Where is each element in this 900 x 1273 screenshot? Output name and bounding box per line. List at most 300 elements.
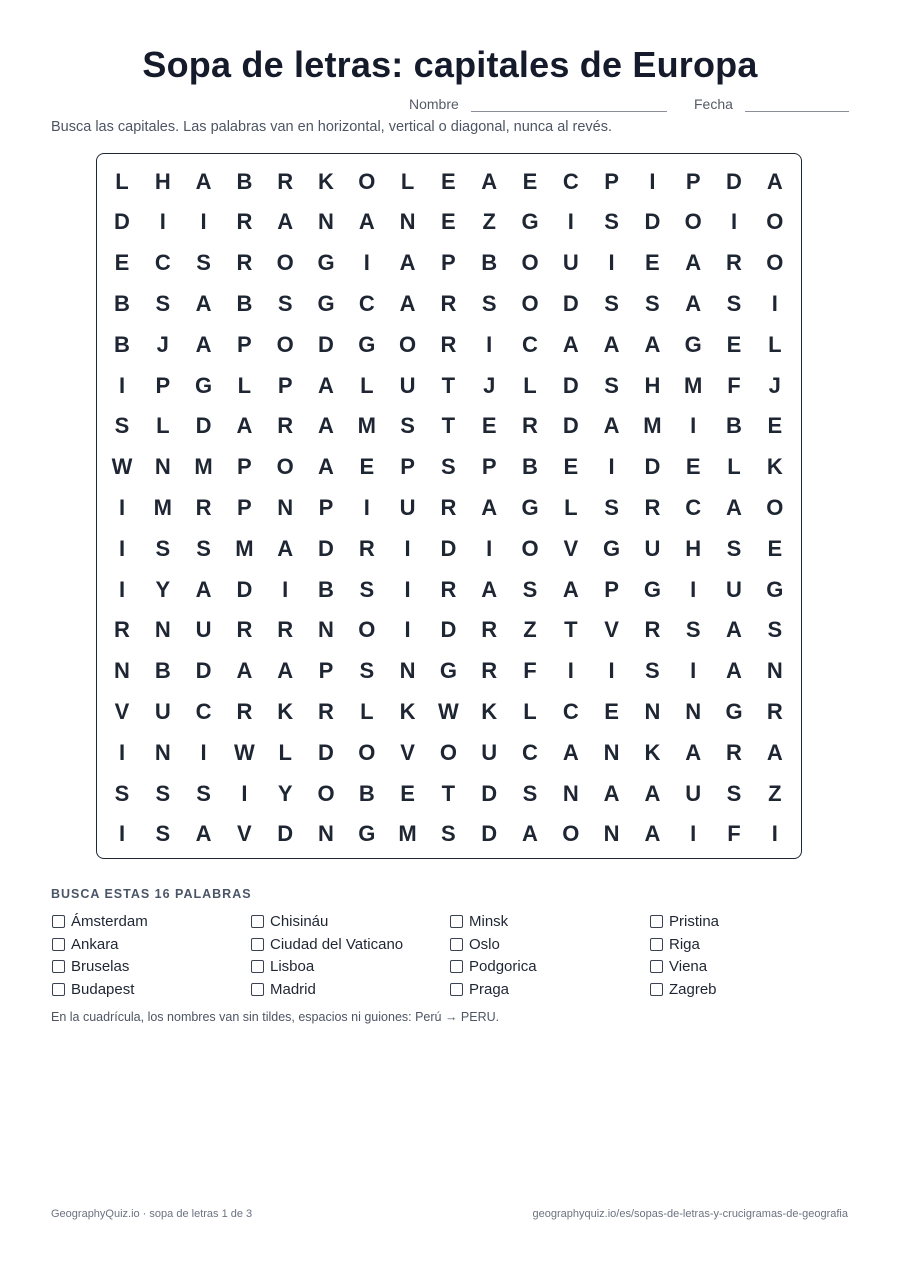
- grid-cell[interactable]: I: [118, 372, 126, 398]
- grid-cell[interactable]: G: [643, 576, 661, 602]
- word-item[interactable]: [251, 934, 403, 954]
- word-checkbox[interactable]: [650, 983, 663, 996]
- word-checkbox[interactable]: [251, 915, 264, 928]
- grid-cell[interactable]: L: [278, 739, 292, 765]
- grid-cell[interactable]: J: [156, 331, 169, 357]
- grid-cell[interactable]: D: [440, 617, 457, 643]
- grid-cell[interactable]: I: [118, 821, 126, 847]
- grid-cell[interactable]: G: [358, 331, 376, 357]
- grid-cell[interactable]: I: [608, 454, 615, 480]
- grid-cell[interactable]: G: [684, 331, 702, 357]
- word-checkbox[interactable]: [650, 915, 663, 928]
- grid-cell[interactable]: D: [440, 535, 457, 561]
- word-checkbox[interactable]: [52, 983, 65, 996]
- grid-cell[interactable]: B: [236, 290, 253, 316]
- grid-cell[interactable]: A: [726, 658, 742, 684]
- grid-cell[interactable]: S: [604, 209, 619, 235]
- grid-cell[interactable]: H: [685, 535, 702, 561]
- grid-cell[interactable]: A: [358, 209, 375, 235]
- grid-cell[interactable]: R: [726, 250, 742, 276]
- grid-cell[interactable]: V: [563, 535, 579, 561]
- grid-cell[interactable]: N: [318, 821, 334, 847]
- grid-cell[interactable]: I: [118, 576, 126, 602]
- grid-cell[interactable]: A: [644, 821, 661, 847]
- word-item[interactable]: [52, 956, 129, 976]
- grid-cell[interactable]: F: [523, 658, 537, 684]
- word-checkbox[interactable]: [251, 983, 264, 996]
- grid-cell[interactable]: I: [363, 250, 370, 276]
- word-item[interactable]: [650, 956, 707, 976]
- grid-cell[interactable]: A: [318, 372, 334, 398]
- grid-cell[interactable]: C: [562, 168, 579, 194]
- grid-cell[interactable]: T: [564, 617, 578, 643]
- grid-cell[interactable]: K: [644, 739, 661, 765]
- grid-cell[interactable]: J: [483, 372, 496, 398]
- grid-cell[interactable]: D: [481, 821, 498, 847]
- grid-cell[interactable]: M: [398, 821, 417, 847]
- grid-cell[interactable]: A: [277, 209, 294, 235]
- grid-cell[interactable]: S: [359, 658, 375, 684]
- grid-cell[interactable]: O: [684, 209, 702, 235]
- grid-cell[interactable]: N: [603, 821, 620, 847]
- grid-cell[interactable]: R: [644, 494, 661, 520]
- grid-cell[interactable]: S: [359, 576, 375, 602]
- grid-cell[interactable]: R: [236, 617, 253, 643]
- grid-cell[interactable]: S: [277, 290, 293, 316]
- grid-cell[interactable]: C: [522, 331, 538, 357]
- grid-cell[interactable]: A: [195, 168, 212, 194]
- grid-cell[interactable]: L: [360, 372, 374, 398]
- grid-cell[interactable]: K: [318, 168, 334, 194]
- grid-cell[interactable]: S: [155, 780, 171, 806]
- grid-cell[interactable]: B: [236, 168, 253, 194]
- grid-cell[interactable]: E: [441, 168, 456, 194]
- grid-cell[interactable]: B: [114, 290, 130, 316]
- grid-cell[interactable]: I: [404, 535, 411, 561]
- grid-cell[interactable]: I: [567, 658, 574, 684]
- grid-cell[interactable]: O: [521, 535, 539, 561]
- grid-cell[interactable]: I: [200, 739, 207, 765]
- word-item[interactable]: [450, 956, 537, 976]
- grid-cell[interactable]: U: [399, 372, 416, 398]
- grid-cell[interactable]: R: [726, 739, 742, 765]
- grid-cell[interactable]: I: [567, 209, 574, 235]
- grid-cell[interactable]: P: [237, 331, 252, 357]
- grid-cell[interactable]: R: [277, 168, 294, 194]
- grid-cell[interactable]: N: [154, 617, 171, 643]
- grid-cell[interactable]: A: [522, 821, 538, 847]
- word-item[interactable]: [251, 956, 314, 976]
- grid-cell[interactable]: D: [644, 209, 661, 235]
- grid-cell[interactable]: S: [767, 617, 783, 643]
- grid-cell[interactable]: A: [562, 576, 579, 602]
- word-item[interactable]: [52, 979, 134, 999]
- grid-cell[interactable]: Z: [523, 617, 537, 643]
- grid-cell[interactable]: O: [276, 250, 294, 276]
- grid-cell[interactable]: F: [727, 372, 741, 398]
- grid-cell[interactable]: S: [604, 372, 619, 398]
- grid-cell[interactable]: L: [523, 698, 537, 724]
- grid-cell[interactable]: I: [608, 658, 615, 684]
- grid-cell[interactable]: D: [114, 209, 130, 235]
- grid-cell[interactable]: S: [522, 576, 538, 602]
- grid-cell[interactable]: P: [237, 494, 252, 520]
- grid-cell[interactable]: O: [521, 250, 539, 276]
- grid-cell[interactable]: D: [726, 168, 742, 194]
- word-checkbox[interactable]: [52, 938, 65, 951]
- grid-cell[interactable]: E: [114, 250, 130, 276]
- grid-cell[interactable]: I: [771, 821, 778, 847]
- grid-cell[interactable]: N: [644, 698, 661, 724]
- grid-cell[interactable]: S: [441, 454, 456, 480]
- grid-cell[interactable]: G: [439, 658, 457, 684]
- grid-cell[interactable]: H: [644, 372, 661, 398]
- grid-cell[interactable]: P: [481, 454, 497, 480]
- grid-cell[interactable]: A: [195, 821, 212, 847]
- grid-cell[interactable]: B: [318, 576, 334, 602]
- grid-cell[interactable]: P: [318, 494, 334, 520]
- grid-cell[interactable]: E: [522, 168, 538, 194]
- grid-cell[interactable]: R: [277, 413, 294, 439]
- grid-cell[interactable]: R: [114, 617, 130, 643]
- grid-cell[interactable]: L: [156, 413, 170, 439]
- grid-cell[interactable]: S: [155, 535, 171, 561]
- grid-cell[interactable]: A: [603, 780, 620, 806]
- grid-cell[interactable]: E: [685, 454, 701, 480]
- grid-cell[interactable]: O: [317, 780, 335, 806]
- grid-cell[interactable]: U: [481, 739, 498, 765]
- grid-cell[interactable]: A: [481, 494, 498, 520]
- grid-cell[interactable]: T: [441, 372, 456, 398]
- grid-cell[interactable]: N: [318, 617, 334, 643]
- grid-cell[interactable]: E: [563, 454, 579, 480]
- grid-cell[interactable]: K: [277, 698, 294, 724]
- grid-cell[interactable]: V: [604, 617, 619, 643]
- grid-cell[interactable]: T: [441, 780, 456, 806]
- grid-cell[interactable]: P: [400, 454, 415, 480]
- grid-cell[interactable]: M: [153, 494, 172, 520]
- date-field[interactable]: [694, 96, 849, 112]
- grid-cell[interactable]: O: [276, 331, 294, 357]
- grid-cell[interactable]: A: [644, 331, 661, 357]
- word-item[interactable]: [650, 911, 719, 931]
- grid-cell[interactable]: G: [766, 576, 784, 602]
- grid-cell[interactable]: I: [486, 535, 493, 561]
- grid-cell[interactable]: D: [277, 821, 294, 847]
- grid-cell[interactable]: I: [404, 576, 411, 602]
- grid-cell[interactable]: O: [276, 454, 294, 480]
- grid-cell[interactable]: U: [726, 576, 742, 602]
- grid-cell[interactable]: A: [685, 250, 702, 276]
- grid-cell[interactable]: T: [441, 413, 456, 439]
- grid-cell[interactable]: A: [685, 739, 702, 765]
- word-item[interactable]: [650, 934, 700, 954]
- grid-cell[interactable]: A: [236, 413, 253, 439]
- grid-cell[interactable]: I: [282, 576, 289, 602]
- grid-cell[interactable]: D: [562, 413, 579, 439]
- grid-cell[interactable]: O: [766, 250, 784, 276]
- grid-cell[interactable]: I: [771, 290, 778, 316]
- grid-cell[interactable]: O: [399, 331, 417, 357]
- grid-cell[interactable]: R: [440, 331, 457, 357]
- grid-cell[interactable]: M: [684, 372, 703, 398]
- word-item[interactable]: [251, 979, 316, 999]
- word-checkbox[interactable]: [52, 960, 65, 973]
- grid-cell[interactable]: D: [318, 331, 334, 357]
- grid-cell[interactable]: R: [522, 413, 538, 439]
- grid-cell[interactable]: B: [154, 658, 171, 684]
- grid-cell[interactable]: I: [690, 413, 697, 439]
- grid-cell[interactable]: R: [236, 250, 253, 276]
- grid-cell[interactable]: R: [236, 209, 253, 235]
- grid-cell[interactable]: G: [317, 290, 335, 316]
- grid-cell[interactable]: E: [481, 413, 497, 439]
- grid-cell[interactable]: S: [726, 290, 742, 316]
- grid-cell[interactable]: R: [358, 535, 375, 561]
- grid-cell[interactable]: O: [521, 290, 539, 316]
- grid-cell[interactable]: G: [521, 494, 539, 520]
- grid-cell[interactable]: N: [277, 494, 294, 520]
- grid-cell[interactable]: R: [481, 617, 498, 643]
- grid-cell[interactable]: R: [440, 494, 457, 520]
- grid-cell[interactable]: A: [481, 576, 498, 602]
- grid-cell[interactable]: I: [118, 535, 126, 561]
- grid-cell[interactable]: D: [195, 658, 212, 684]
- grid-cell[interactable]: I: [200, 209, 207, 235]
- grid-cell[interactable]: D: [195, 413, 212, 439]
- grid-cell[interactable]: U: [685, 780, 702, 806]
- grid-cell[interactable]: N: [318, 209, 334, 235]
- grid-cell[interactable]: S: [481, 290, 497, 316]
- grid-cell[interactable]: B: [358, 780, 375, 806]
- grid-cell[interactable]: K: [766, 454, 783, 480]
- grid-cell[interactable]: A: [399, 290, 416, 316]
- grid-cell[interactable]: R: [195, 494, 212, 520]
- grid-cell[interactable]: A: [277, 535, 294, 561]
- grid-cell[interactable]: R: [236, 698, 253, 724]
- grid-cell[interactable]: L: [523, 372, 537, 398]
- word-item[interactable]: [251, 911, 328, 931]
- word-item[interactable]: [450, 934, 500, 954]
- grid-cell[interactable]: I: [363, 494, 370, 520]
- grid-cell[interactable]: U: [195, 617, 212, 643]
- grid-cell[interactable]: F: [727, 821, 741, 847]
- grid-cell[interactable]: R: [277, 617, 294, 643]
- grid-cell[interactable]: N: [766, 658, 783, 684]
- grid-cell[interactable]: N: [154, 454, 171, 480]
- grid-cell[interactable]: A: [195, 331, 212, 357]
- grid-cell[interactable]: A: [603, 331, 620, 357]
- grid-cell[interactable]: O: [766, 494, 784, 520]
- grid-cell[interactable]: S: [114, 413, 130, 439]
- grid-cell[interactable]: D: [562, 372, 579, 398]
- grid-cell[interactable]: O: [766, 209, 784, 235]
- grid-cell[interactable]: H: [154, 168, 171, 194]
- grid-cell[interactable]: S: [604, 290, 619, 316]
- grid-cell[interactable]: A: [644, 780, 661, 806]
- grid-cell[interactable]: P: [604, 576, 619, 602]
- grid-cell[interactable]: A: [603, 413, 620, 439]
- grid-cell[interactable]: S: [522, 780, 538, 806]
- grid-cell[interactable]: I: [159, 209, 166, 235]
- grid-cell[interactable]: R: [440, 290, 457, 316]
- word-item[interactable]: [52, 934, 119, 954]
- grid-cell[interactable]: I: [690, 576, 697, 602]
- word-checkbox[interactable]: [450, 915, 463, 928]
- grid-cell[interactable]: S: [604, 494, 619, 520]
- grid-cell[interactable]: I: [690, 658, 697, 684]
- grid-cell[interactable]: P: [237, 454, 252, 480]
- grid-cell[interactable]: O: [439, 739, 457, 765]
- grid-cell[interactable]: B: [522, 454, 538, 480]
- grid-cell[interactable]: A: [766, 168, 783, 194]
- grid-cell[interactable]: G: [358, 821, 376, 847]
- grid-cell[interactable]: S: [726, 780, 742, 806]
- grid-cell[interactable]: B: [114, 331, 130, 357]
- grid-cell[interactable]: W: [111, 454, 133, 480]
- grid-cell[interactable]: B: [481, 250, 498, 276]
- grid-cell[interactable]: Z: [482, 209, 496, 235]
- grid-cell[interactable]: R: [766, 698, 783, 724]
- grid-cell[interactable]: I: [241, 780, 248, 806]
- grid-cell[interactable]: A: [685, 290, 702, 316]
- grid-cell[interactable]: L: [768, 331, 782, 357]
- word-checkbox[interactable]: [650, 938, 663, 951]
- grid-cell[interactable]: D: [644, 454, 661, 480]
- grid-cell[interactable]: L: [727, 454, 741, 480]
- word-checkbox[interactable]: [251, 938, 264, 951]
- grid-cell[interactable]: C: [358, 290, 375, 316]
- grid-cell[interactable]: A: [277, 658, 294, 684]
- grid-cell[interactable]: G: [317, 250, 335, 276]
- grid-cell[interactable]: W: [438, 698, 459, 724]
- grid-cell[interactable]: I: [608, 250, 615, 276]
- grid-cell[interactable]: L: [400, 168, 415, 194]
- grid-cell[interactable]: E: [604, 698, 619, 724]
- grid-cell[interactable]: U: [562, 250, 579, 276]
- grid-cell[interactable]: O: [562, 821, 580, 847]
- grid-cell[interactable]: A: [399, 250, 416, 276]
- grid-cell[interactable]: C: [685, 494, 702, 520]
- grid-cell[interactable]: C: [562, 698, 579, 724]
- grid-cell[interactable]: L: [564, 494, 578, 520]
- grid-cell[interactable]: R: [318, 698, 334, 724]
- grid-cell[interactable]: N: [114, 658, 130, 684]
- grid-cell[interactable]: U: [399, 494, 416, 520]
- grid-cell[interactable]: P: [155, 372, 171, 398]
- grid-cell[interactable]: P: [604, 168, 619, 194]
- grid-cell[interactable]: D: [318, 739, 334, 765]
- grid-cell[interactable]: I: [118, 494, 126, 520]
- grid-cell[interactable]: D: [562, 290, 579, 316]
- grid-cell[interactable]: A: [195, 290, 212, 316]
- grid-cell[interactable]: C: [154, 250, 171, 276]
- grid-cell[interactable]: I: [730, 209, 738, 235]
- grid-cell[interactable]: S: [155, 290, 171, 316]
- grid-cell[interactable]: Z: [768, 780, 782, 806]
- grid-cell[interactable]: S: [114, 780, 130, 806]
- grid-cell[interactable]: M: [357, 413, 376, 439]
- grid-cell[interactable]: S: [196, 250, 211, 276]
- word-checkbox[interactable]: [450, 938, 463, 951]
- grid-cell[interactable]: L: [115, 168, 129, 194]
- grid-cell[interactable]: Y: [155, 576, 171, 602]
- grid-cell[interactable]: G: [195, 372, 213, 398]
- grid-cell[interactable]: Y: [277, 780, 293, 806]
- grid-cell[interactable]: U: [154, 698, 171, 724]
- grid-cell[interactable]: V: [114, 698, 130, 724]
- grid-cell[interactable]: D: [481, 780, 498, 806]
- grid-cell[interactable]: I: [649, 168, 656, 194]
- grid-cell[interactable]: N: [562, 780, 579, 806]
- grid-cell[interactable]: A: [318, 413, 334, 439]
- grid-cell[interactable]: S: [155, 821, 171, 847]
- grid-cell[interactable]: E: [726, 331, 742, 357]
- grid-cell[interactable]: A: [726, 494, 742, 520]
- grid-cell[interactable]: N: [399, 658, 416, 684]
- grid-cell[interactable]: L: [237, 372, 252, 398]
- grid-cell[interactable]: K: [481, 698, 498, 724]
- grid-cell[interactable]: J: [768, 372, 781, 398]
- grid-cell[interactable]: R: [440, 576, 457, 602]
- grid-cell[interactable]: S: [441, 821, 456, 847]
- grid-cell[interactable]: A: [726, 617, 742, 643]
- grid-cell[interactable]: A: [766, 739, 783, 765]
- grid-cell[interactable]: B: [726, 413, 742, 439]
- grid-cell[interactable]: N: [154, 739, 171, 765]
- grid-cell[interactable]: S: [196, 780, 211, 806]
- grid-cell[interactable]: P: [277, 372, 293, 398]
- grid-cell[interactable]: P: [318, 658, 334, 684]
- grid-cell[interactable]: U: [644, 535, 661, 561]
- grid-cell[interactable]: G: [521, 209, 539, 235]
- grid-cell[interactable]: V: [237, 821, 252, 847]
- grid-cell[interactable]: S: [645, 658, 660, 684]
- grid-cell[interactable]: N: [399, 209, 416, 235]
- grid-cell[interactable]: A: [195, 576, 212, 602]
- grid-cell[interactable]: P: [441, 250, 456, 276]
- grid-cell[interactable]: E: [441, 209, 456, 235]
- grid-cell[interactable]: I: [486, 331, 493, 357]
- grid-cell[interactable]: A: [481, 168, 498, 194]
- grid-cell[interactable]: W: [234, 739, 255, 765]
- grid-cell[interactable]: S: [685, 617, 701, 643]
- word-checkbox[interactable]: [650, 960, 663, 973]
- grid-cell[interactable]: E: [359, 454, 375, 480]
- grid-cell[interactable]: O: [358, 617, 376, 643]
- grid-cell[interactable]: E: [645, 250, 660, 276]
- grid-cell[interactable]: M: [194, 454, 213, 480]
- grid-cell[interactable]: D: [318, 535, 334, 561]
- grid-cell[interactable]: M: [643, 413, 662, 439]
- grid-cell[interactable]: C: [522, 739, 538, 765]
- word-item[interactable]: [450, 911, 508, 931]
- grid-cell[interactable]: G: [603, 535, 621, 561]
- grid-cell[interactable]: G: [725, 698, 743, 724]
- grid-cell[interactable]: S: [196, 535, 211, 561]
- grid-cell[interactable]: S: [400, 413, 415, 439]
- word-item[interactable]: [650, 979, 717, 999]
- word-item[interactable]: [450, 979, 509, 999]
- grid-cell[interactable]: E: [767, 535, 783, 561]
- grid-cell[interactable]: O: [358, 168, 376, 194]
- grid-cell[interactable]: S: [726, 535, 742, 561]
- grid-cell[interactable]: I: [118, 739, 126, 765]
- grid-cell[interactable]: L: [360, 698, 374, 724]
- grid-cell[interactable]: R: [481, 658, 498, 684]
- word-checkbox[interactable]: [251, 960, 264, 973]
- grid-cell[interactable]: C: [195, 698, 212, 724]
